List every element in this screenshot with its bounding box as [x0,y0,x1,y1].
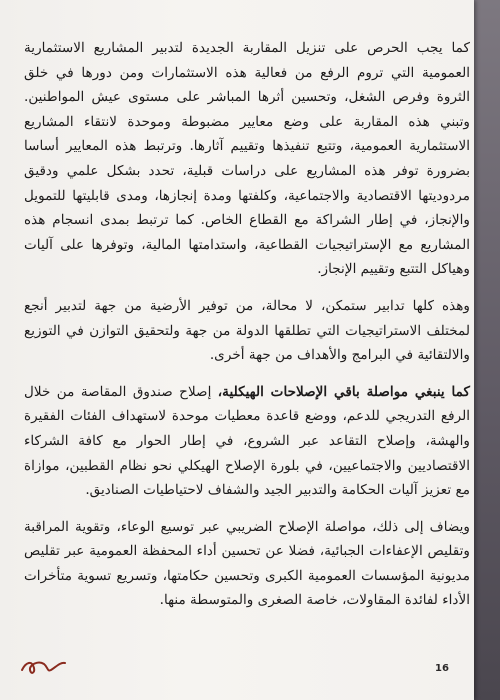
body-text [24,36,470,613]
page-number: 16 [435,663,449,674]
bold-lead-text: كما ينبغي مواصلة باقي الإصلاحات الهيكلية، [217,383,471,400]
paragraph-3-body: إصلاح صندوق المقاصة من خلال الرفع التدريجي للدعم، ووضع قاعدة معطيات موحدة لاستهداف الفئات الفقيرة والهشة، وإصلاح التقاعد عبر الشروع، في إطار الحوار مع كافة الشركاء الاقتصاديين والاجتماعيين، في بلورة الإصلاح الهيكلي نحو نظام القطبين، موازاة مع تعزيز آليات الحكامة والتدبير الجيد والشفاف لاحتياطيات الصناديق. [24,383,470,499]
paragraph-1: كما يجب الحرص على تنزيل المقاربة الجديدة لتدبير المشاريع الاستثمارية العمومية التي تروم الرفع من فعالية هذه الاستثمارات ومن دورها في خلق الثروة وفرص الشغل، وتحسين أثرها المباشر على مستوى عيش المواطنين. وتبني هذه المقاربة على وضع معايير مضبوطة وموحدة لانتقاء المشاريع الاستثمارية العمومية، وتتبع تنفيذها وتقييم آثارها. وترتبط هذه المعايير أساسا بضرورة توفر هذه المشاريع على دراسات قبلية، تحدد بشكل علمي ودقيق مردوديتها الاقتصادية والاجتماعية، وكلفتها ومدة إنجازها، ومدى قابليتها للتمويل والإنجاز، في إطار الشراكة مع القطاع الخاص. كما ترتبط بمدى انسجام هذه المشاريع مع الإستراتيجيات القطاعية، واستدامتها المالية، وتوفرها على آليات وهياكل التتبع وتقييم الإنجاز. [24,40,470,278]
paragraph-3 [24,380,470,503]
paragraph-2: وهذه كلها تدابير ستمكن، لا محالة، من توفير الأرضية من جهة لتدبير أنجع لمختلف الاستراتيجيات التي تطلقها الدولة من جهة ولتحقيق التوازن في التوزيع والالتقائية في البرامج والأهداف من جهة أخرى. [24,297,470,364]
handwritten-mark-icon [18,654,70,680]
background-edge [474,0,500,700]
paragraph-4: ويضاف إلى ذلك، مواصلة الإصلاح الضريبي عبر توسيع الوعاء، وتقوية المراقبة وتقليص الإعفاءات الجبائية، فضلا عن تحسين أداء المحفظة العمومية عبر تقليص مديونية المؤسسات العمومية الكبرى وتحسين حكامتها، وتسريع تسوية متأخرات الأداء لفائدة المقاولات، خاصة الصغرى والمتوسطة منها. [24,518,470,609]
